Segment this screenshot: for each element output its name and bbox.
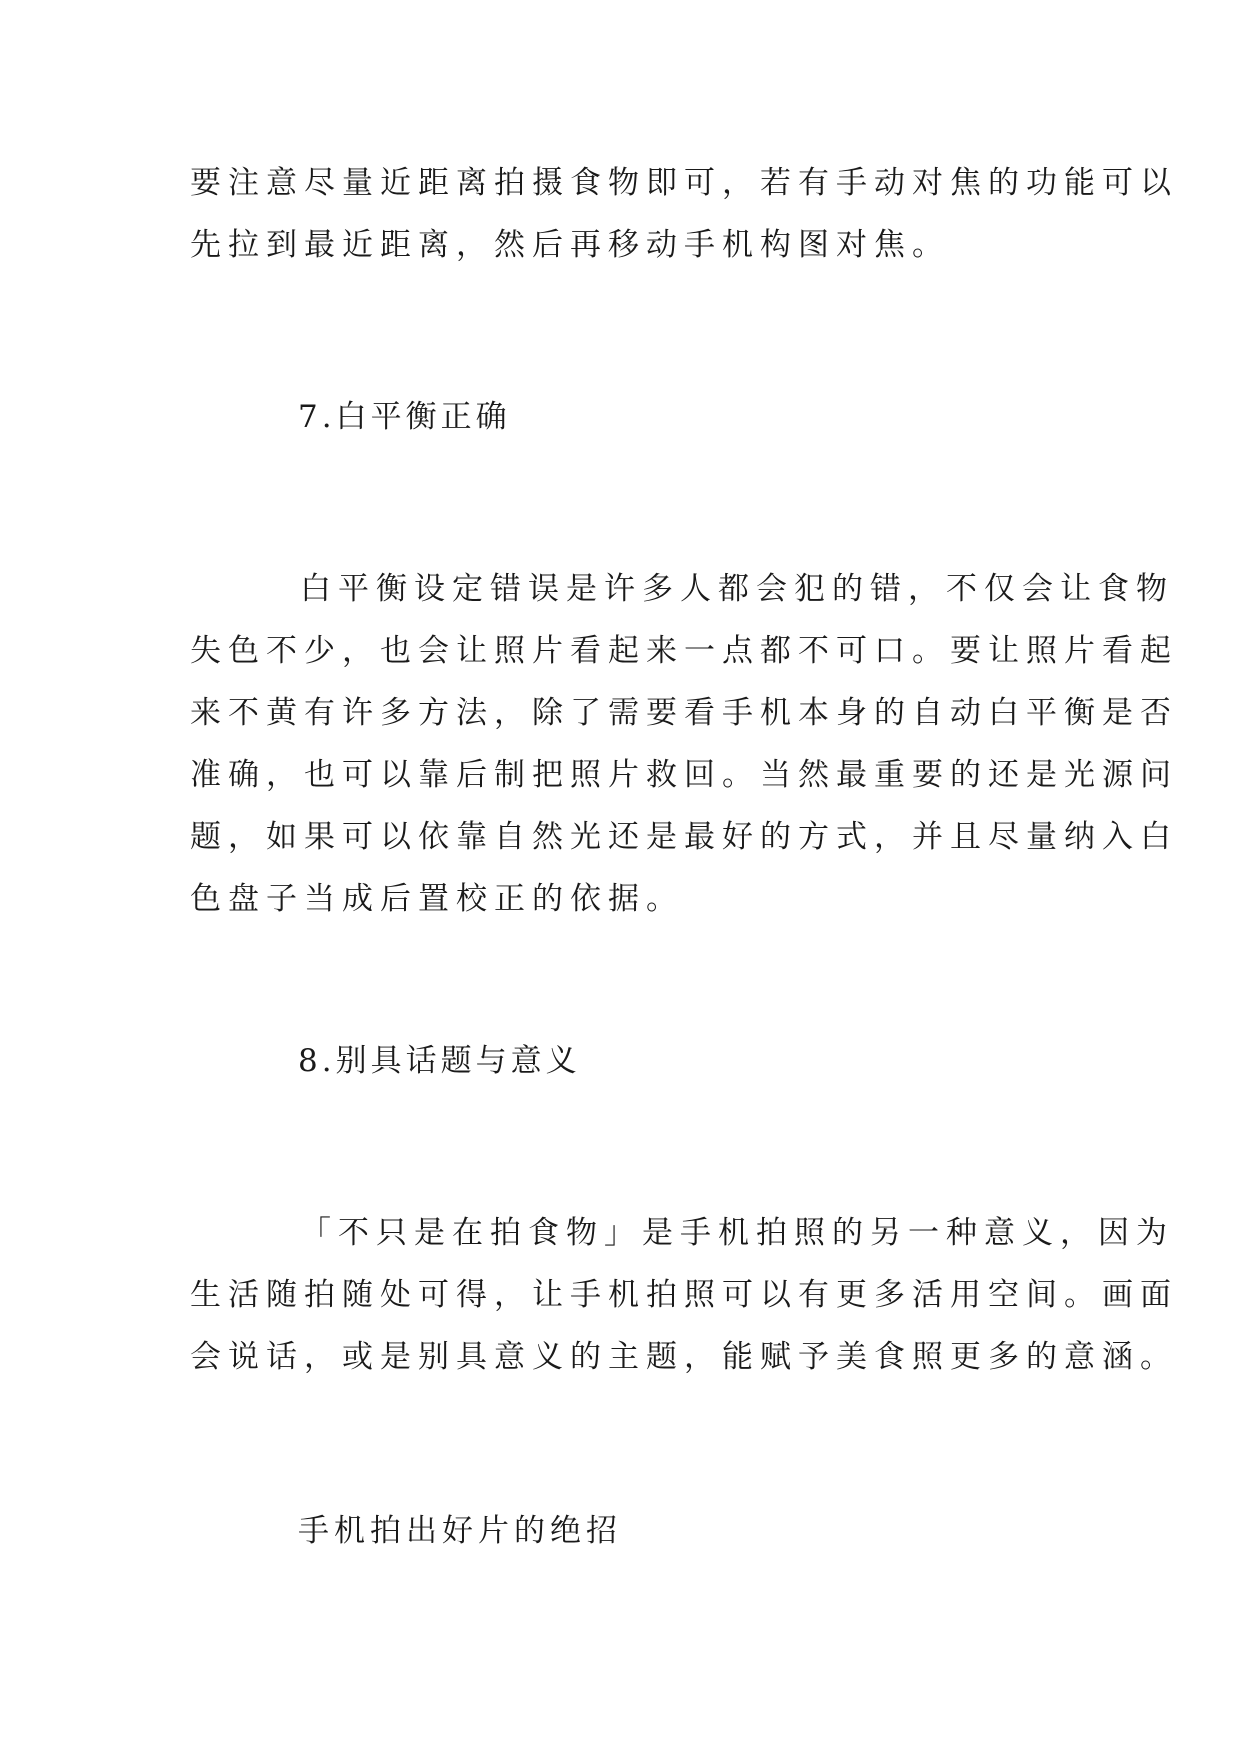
text-line: 先拉到最近距离，然后再移动手机构图对焦。 [190, 227, 950, 263]
text-line: 色盘子当成后置校正的依据。 [190, 881, 684, 917]
text-line: 题，如果可以依靠自然光还是最好的方式，并且尽量纳入白 [190, 819, 1178, 855]
text-line: 「不只是在拍食物」是手机拍照的另一种意义，因为 [300, 1215, 1174, 1251]
section-heading-white-balance: 7.白平衡正确 [298, 399, 511, 435]
paragraph-topic-meaning [190, 1202, 1178, 1388]
text-line: 失色不少，也会让照片看起来一点都不可口。要让照片看起 [190, 633, 1178, 669]
section-heading-phone-tips: 手机拍出好片的绝招 [298, 1513, 622, 1549]
text-line: 要注意尽量近距离拍摄食物即可，若有手动对焦的功能可以 [190, 165, 1178, 201]
text-line: 来不黄有许多方法，除了需要看手机本身的自动白平衡是否 [190, 695, 1178, 731]
text-line: 白平衡设定错误是许多人都会犯的错，不仅会让食物 [300, 571, 1174, 607]
paragraph-closeup-focus [190, 152, 1178, 276]
text-line: 会说话，或是别具意义的主题，能赋予美食照更多的意涵。 [190, 1339, 1178, 1375]
text-line: 准确，也可以靠后制把照片救回。当然最重要的还是光源问 [190, 757, 1178, 793]
paragraph-white-balance [190, 558, 1178, 930]
section-heading-topic-meaning: 8.别具话题与意义 [298, 1043, 581, 1079]
text-line: 生活随拍随处可得，让手机拍照可以有更多活用空间。画面 [190, 1277, 1178, 1313]
